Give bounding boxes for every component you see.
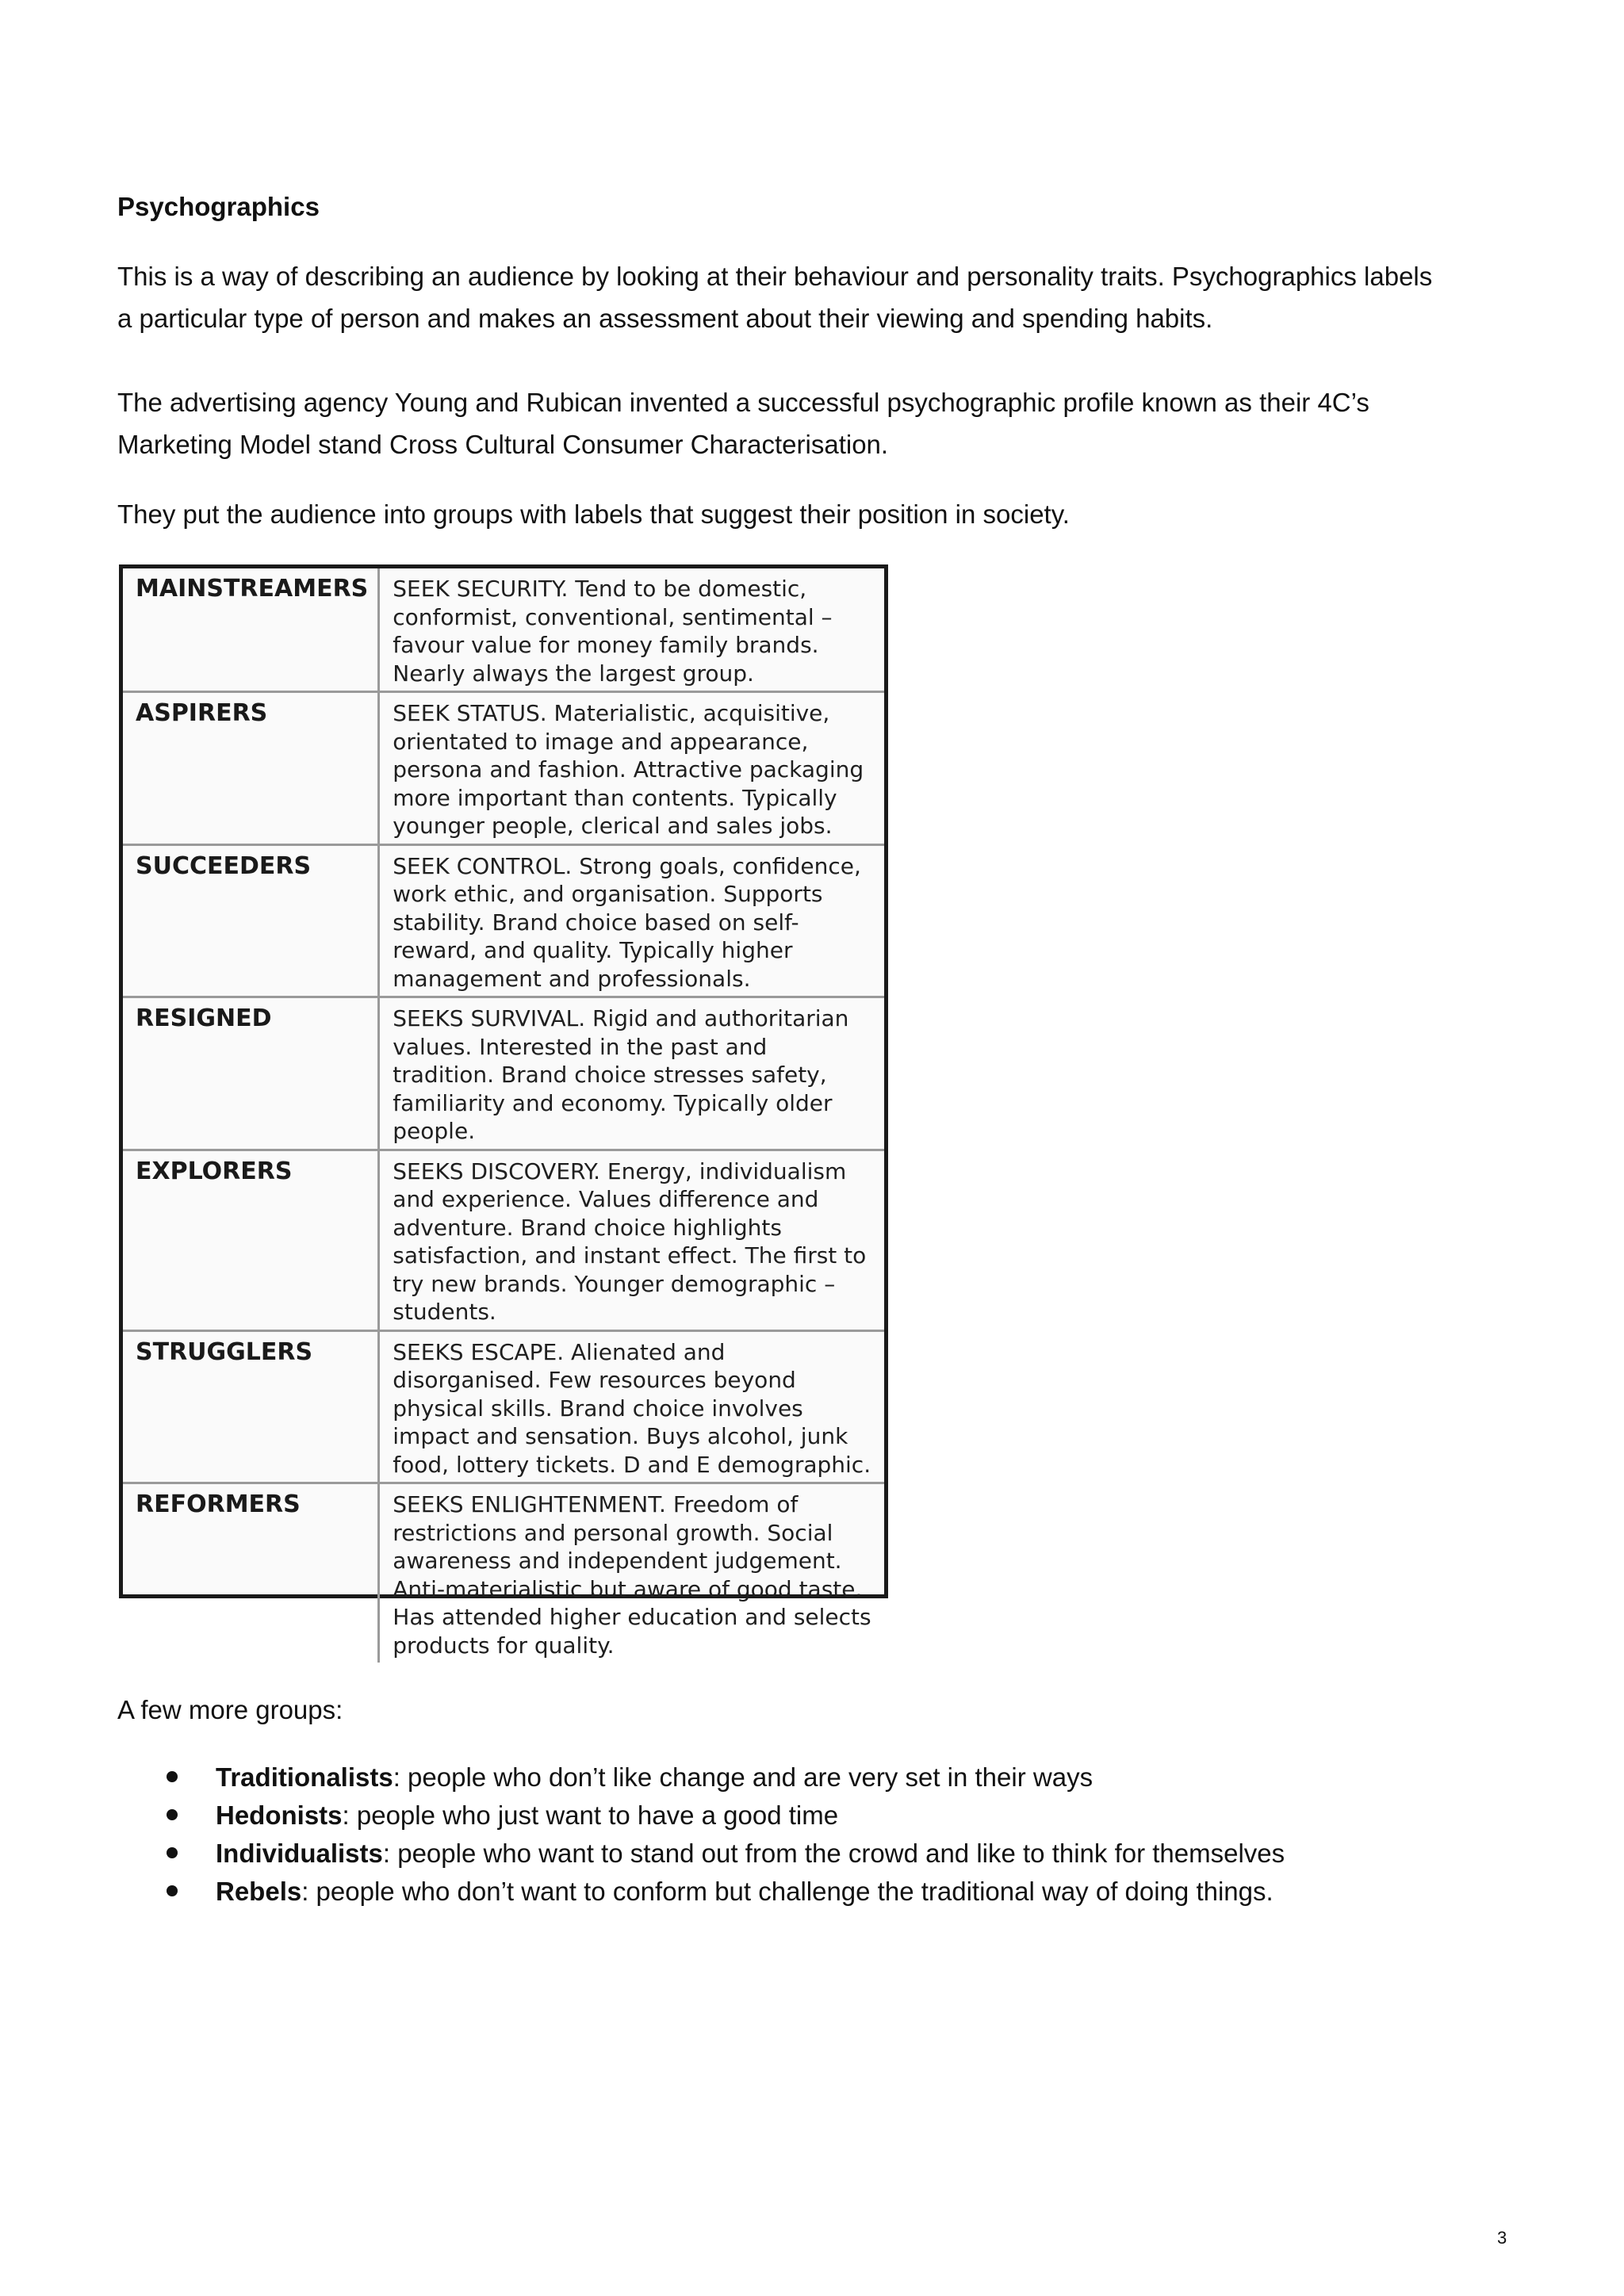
group-definition: : people who want to stand out from the crowd and like to think for themselves — [382, 1839, 1285, 1868]
list-item — [167, 1758, 1285, 1797]
intro-line-1: This is a way of describing an audience by looking at their behaviour and personality traits. Psychographics labels — [117, 262, 1433, 291]
table-row — [123, 844, 884, 997]
group-term: Individualists — [216, 1839, 383, 1868]
agency-line-1: The advertising agency Young and Rubican invented a successful psychographic profile known as their 4C’s — [117, 388, 1369, 417]
more-groups-list — [167, 1758, 1285, 1911]
category-cell: ASPIRERS — [123, 692, 379, 845]
table-row — [123, 1150, 884, 1330]
group-definition: : people who don’t like change and are very set in their ways — [393, 1762, 1094, 1792]
list-item — [167, 1797, 1285, 1835]
description-cell: SEEKS DISCOVERY. Energy, individualism and experience. Values difference and adventure. Brand choice highlights satisfaction, and instant effect. The first to try new brands. Younger demographic – students. — [393, 1158, 867, 1325]
category-cell: SUCCEEDERS — [123, 844, 379, 997]
bullet-icon — [167, 1885, 178, 1896]
psychographic-profile-figure — [119, 564, 888, 1659]
description-cell: SEEK SECURITY. Tend to be domestic, conformist, conventional, sentimental – favour value for money family brands. Nearly always the largest group. — [393, 576, 833, 687]
category-cell: RESIGNED — [123, 997, 379, 1150]
table-row — [123, 1483, 884, 1663]
list-item — [167, 1835, 1285, 1873]
description-cell: SEEKS ESCAPE. Alienated and disorganised. Few resources beyond physical skills. Brand choice involves impact and sensation. Buys alcohol, junk food, lottery tickets. D and E demographic. — [393, 1338, 871, 1478]
bullet-icon — [167, 1771, 178, 1782]
table-row — [123, 997, 884, 1150]
category-cell: REFORMERS — [123, 1483, 379, 1663]
section-heading: Psychographics — [117, 192, 320, 221]
bullet-icon — [167, 1809, 178, 1820]
psychographic-table — [123, 568, 884, 1663]
category-cell: STRUGGLERS — [123, 1330, 379, 1483]
groups-intro: They put the audience into groups with labels that suggest their position in society. — [117, 499, 1070, 529]
description-cell: SEEKS ENLIGHTENMENT. Freedom of restrictions and personal growth. Social awareness and independent judgement. Anti-materialistic but aware of good taste. Has attended higher education and selects products for quality. — [393, 1491, 871, 1659]
table-row — [123, 692, 884, 845]
intro-line-2: a particular type of person and makes an assessment about their viewing and spending habits. — [117, 304, 1213, 333]
group-definition: : people who just want to have a good time — [342, 1800, 839, 1830]
group-definition: : people who don’t want to conform but challenge the traditional way of doing things. — [301, 1877, 1274, 1906]
group-term: Hedonists — [216, 1800, 343, 1830]
group-term: Rebels — [216, 1877, 302, 1906]
group-term: Traditionalists — [216, 1762, 393, 1792]
table-row — [123, 1330, 884, 1483]
description-cell: SEEK STATUS. Materialistic, acquisitive, orientated to image and appearance, persona and fashion. Attractive packaging more important than contents. Typically younger people, clerical and sales jobs. — [393, 700, 864, 839]
agency-line-2: Marketing Model stand Cross Cultural Consumer Characterisation. — [117, 430, 889, 459]
more-groups-label: A few more groups: — [117, 1695, 343, 1724]
page-number: 3 — [1497, 2228, 1507, 2248]
bullet-icon — [167, 1847, 178, 1858]
description-cell: SEEKS SURVIVAL. Rigid and authoritarian values. Interested in the past and tradition. Brand choice stresses safety, familiarity and economy. Typically older people. — [393, 1005, 849, 1144]
list-item — [167, 1873, 1285, 1911]
description-cell: SEEK CONTROL. Strong goals, confidence, work ethic, and organisation. Supports stability. Brand choice based on self-reward, and quality. Typically higher management and professionals. — [393, 852, 861, 992]
category-cell: MAINSTREAMERS — [123, 568, 379, 692]
table-row — [123, 568, 884, 692]
category-cell: EXPLORERS — [123, 1150, 379, 1330]
